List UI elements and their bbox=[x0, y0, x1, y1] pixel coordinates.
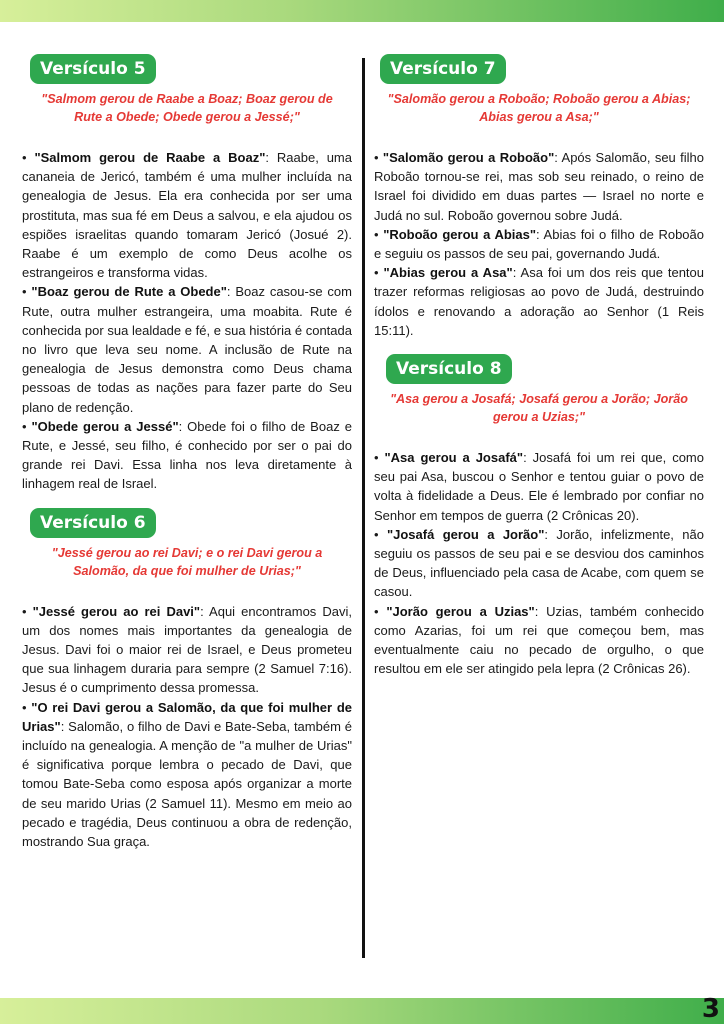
section-heading: Versículo 5 bbox=[30, 54, 156, 84]
list-item: • "Boaz gerou de Rute a Obede": Boaz casou-se com Rute, outra mulher estrangeira, uma moabita. Rute é conhecida por sua lealdade e fé, e sua história é contada no livro que leva seu nome. A inclusão de Rute na genealogia de Jesus demonstra como Deus chama pessoas de todas as nações para fazer parte do Seu plano de redenção. bbox=[22, 284, 352, 415]
list-item: • "Jessé gerou ao rei Davi": Aqui encontramos Davi, um dos nomes mais importantes da genealogia de Jesus. Davi foi o maior rei de Israel, e Deus prometeu que sua linhagem duraria para sempre (2 Samuel 7:16). Jesus é o cumprimento dessa promessa. bbox=[22, 603, 352, 696]
list-item: • "Asa gerou a Josafá": Josafá foi um rei que, como seu pai Asa, buscou o Senhor e tentou guiar o povo de volta à fidelidade a Deus. Ele é lembrado por confiar no Senhor em tempos de guerra (2 Crônicas 20). bbox=[374, 450, 704, 523]
list-item: • "Obede gerou a Jessé": Obede foi o filho de Boaz e Rute, e Jessé, seu filho, é conhecido por ser o pai do grande rei Davi. Essa linha nos leva diretamente à linhagem real de Israel. bbox=[22, 418, 352, 492]
top-gradient-band bbox=[0, 0, 724, 22]
section-versiculo-5 bbox=[22, 54, 352, 494]
list-item: • "Josafá gerou a Jorão": Jorão, infelizmente, não seguiu os passos de seu pai e se desviou dos caminhos de Deus, influenciado pela casa de Acabe, com quem se casou. bbox=[374, 526, 704, 600]
list-item: • "Salmom gerou de Raabe a Boaz": Raabe, uma cananeia de Jericó, também é uma mulher incluída na genealogia de Jesus. Ela era conhecida por ser uma prostituta, mas sua fé em Deus a salvou, e ela ajudou os espiões israelitas quando tomaram Jericó (Josué 2). Raabe é um exemplo de como Deus acolhe os estrangeiros e transforma vidas. bbox=[22, 150, 352, 281]
section-versiculo-7 bbox=[374, 54, 704, 340]
bottom-gradient-band bbox=[0, 998, 724, 1024]
verse-quote: "Salmom gerou de Raabe a Boaz; Boaz gerou de Rute a Obede; Obede gerou a Jessé;" bbox=[41, 92, 333, 124]
verse-quote: "Asa gerou a Josafá; Josafá gerou a Jorão; Jorão gerou a Uzias;" bbox=[390, 392, 688, 425]
verse-quote: "Salomão gerou a Roboão; Roboão gerou a Abias; Abias gerou a Asa;" bbox=[387, 92, 691, 124]
column-divider bbox=[362, 58, 365, 958]
page-number: 3 bbox=[701, 994, 720, 1024]
section-heading: Versículo 6 bbox=[30, 508, 156, 538]
left-column bbox=[22, 54, 352, 863]
list-item: • "Salomão gerou a Roboão": Após Salomão, seu filho Roboão tornou-se rei, mas sob seu reinado, o reino de Israel foi dividido em duas partes — Israel no norte e Judá no sul. Roboão governou sobre Judá. bbox=[374, 150, 704, 223]
section-heading: Versículo 7 bbox=[380, 54, 506, 84]
list-item: • "Roboão gerou a Abias": Abias foi o filho de Roboão e seguiu os passos de seu pai, governando Judá. bbox=[374, 226, 704, 262]
right-column bbox=[374, 54, 704, 690]
section-heading: Versículo 8 bbox=[386, 354, 512, 384]
list-item: • "O rei Davi gerou a Salomão, da que foi mulher de Urias": Salomão, o filho de Davi e Bate-Seba, também é incluído na genealogia. A menção de "a mulher de Urias" é significativa porque lembra o pecado de Davi, que tomou Bate-Seba como esposa após organizar a morte de seu marido Urias (2 Samuel 11). Mesmo em meio ao pecado e tragédia, Deus continuou a obra de redenção, mostrando Sua graça. bbox=[22, 699, 352, 850]
verse-quote: "Jessé gerou ao rei Davi; e o rei Davi gerou a Salomão, da que foi mulher de Urias;" bbox=[51, 545, 323, 578]
list-item: • "Abias gerou a Asa": Asa foi um dos reis que tentou trazer reformas religiosas ao povo de Judá, destruindo ídolos e renovando a adoração ao Senhor (1 Reis 15:11). bbox=[374, 265, 704, 338]
list-item: • "Jorão gerou a Uzias": Uzias, também conhecido como Azarias, foi um rei que começou bem, mas eventualmente caiu no pecado de orgulho, o que resultou em ele ser atingido pela lepra (2 Crônicas 26). bbox=[374, 603, 705, 677]
section-versiculo-6 bbox=[22, 508, 352, 852]
section-versiculo-8 bbox=[374, 354, 704, 678]
